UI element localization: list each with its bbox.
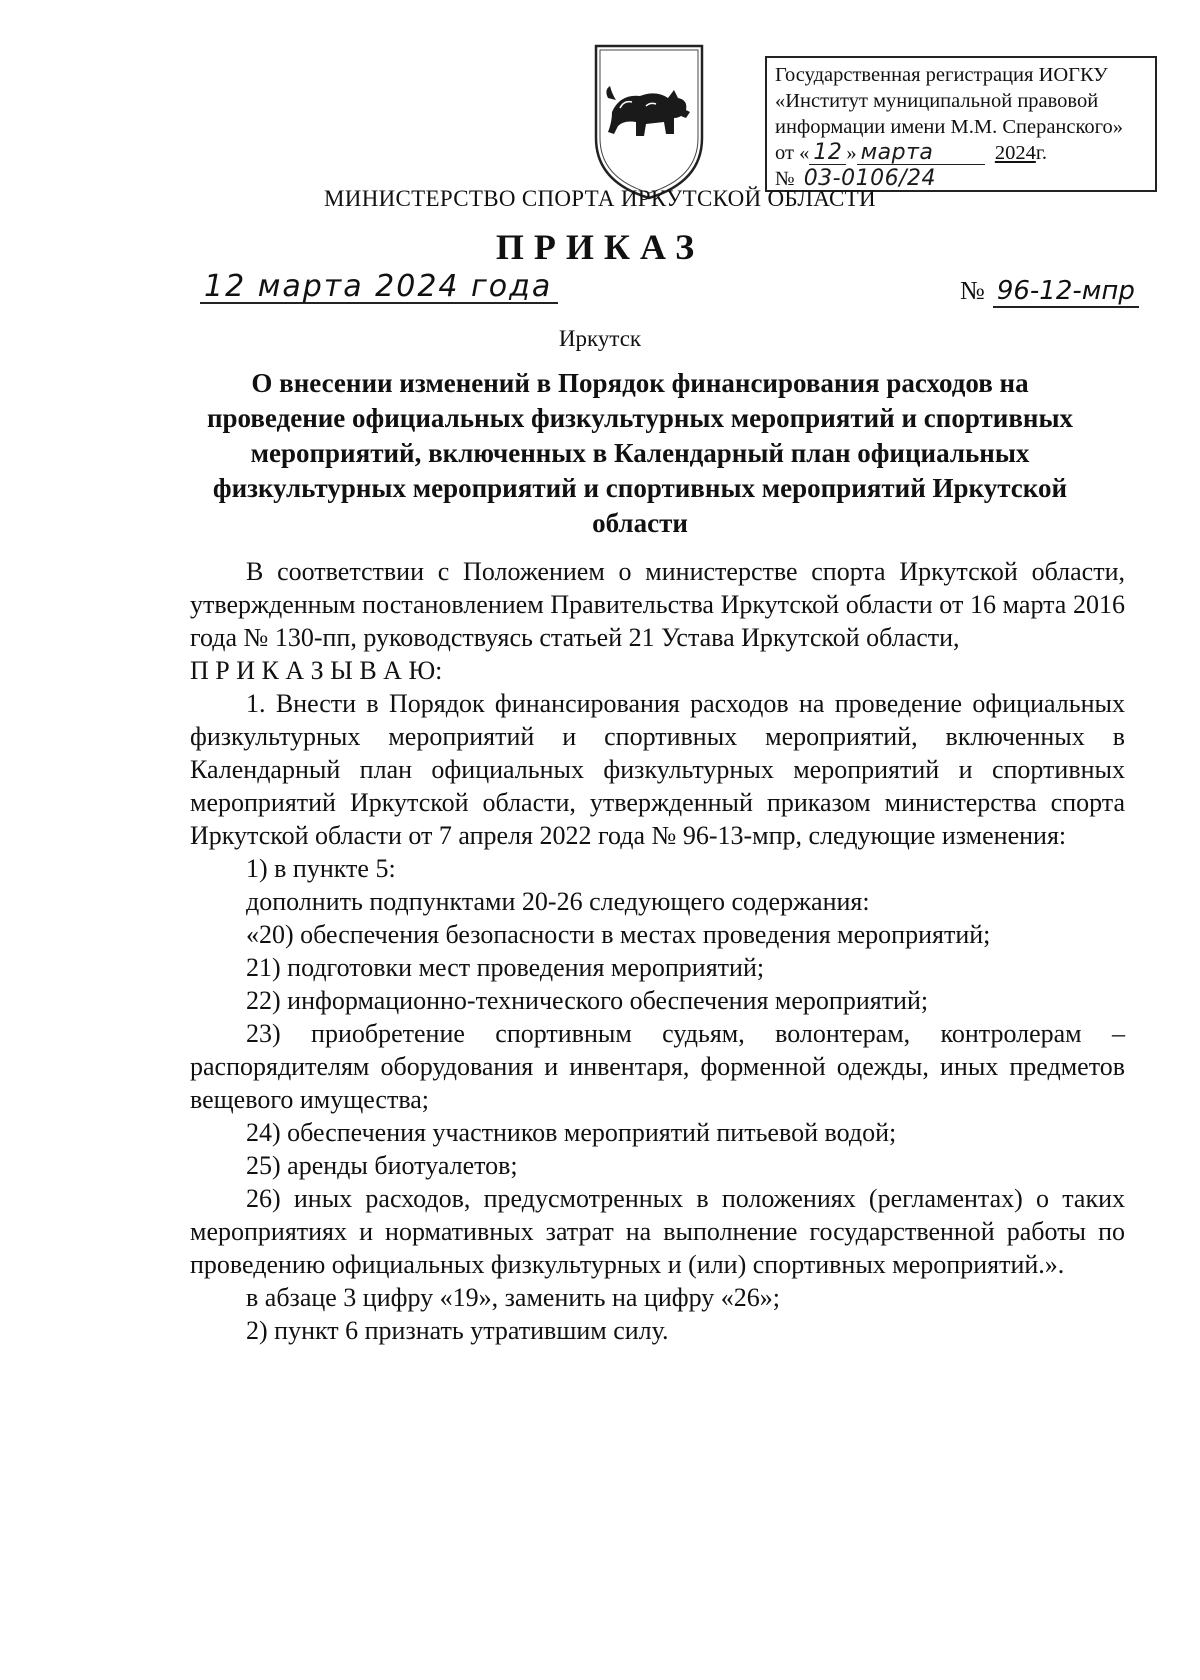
order-number-label: № — [960, 276, 985, 305]
title-line: области — [592, 508, 688, 538]
subitem-22: 22) информационно-технического обеспечения мероприятий; — [246, 986, 929, 1015]
registration-stamp-box — [765, 56, 1157, 192]
subitem-20: «20) обеспечения безопасности в местах проведения мероприятий; — [246, 920, 991, 949]
preamble-paragraph: В соответствии с Положением о министерстве спорта Иркутской области, утвержденным постановлением Правительства Иркутской области от 16 марта 2016 года № 130-пп, руководствуясь статьей 21 Устава Иркутской области, — [190, 557, 1125, 652]
registration-number-prefix: № — [775, 168, 795, 190]
order-date-handwritten: 12 марта 2024 года — [200, 272, 558, 304]
title-line: проведение официальных физкультурных мероприятий и спортивных — [206, 403, 1074, 433]
title-line: О внесении изменений в Порядок финансирования расходов на — [251, 368, 1029, 398]
registration-date-month: марта — [857, 142, 985, 165]
registration-date-day: 12 — [809, 142, 846, 165]
registration-line: Государственная регистрация ИОГКУ — [775, 64, 1108, 86]
paragraph-3-change: в абзаце 3 цифру «19», заменить на цифру «26»; — [246, 1283, 781, 1312]
document-title — [180, 366, 1100, 541]
item-1-2-paragraph: 2) пункт 6 признать утратившим силу. — [246, 1316, 669, 1345]
coat-of-arms-icon — [590, 42, 708, 202]
registration-date-line — [775, 140, 1147, 166]
document-body — [190, 555, 1125, 1347]
order-number-block — [960, 276, 1139, 306]
registration-line: «Институт муниципальной правовой — [775, 90, 1099, 112]
item-1-1-paragraph: 1) в пункте 5: — [246, 854, 396, 883]
subitem-23: 23) приобретение спортивным судьям, волонтерам, контролерам – распорядителям оборудования и инвентаря, форменной одежды, иных предметов вещевого имущества; — [190, 1019, 1125, 1114]
registration-date-prefix: от « — [775, 142, 810, 164]
registration-date-mid: » — [846, 142, 857, 164]
subitem-25: 25) аренды биотуалетов; — [246, 1151, 518, 1180]
order-word: П Р И К А З Ы В А Ю: — [190, 656, 443, 685]
ministry-name: МИНИСТЕРСТВО СПОРТА ИРКУТСКОЙ ОБЛАСТИ — [324, 186, 876, 211]
subitem-26: 26) иных расходов, предусмотренных в положениях (регламентах) о таких мероприятиях и нормативных затрат на выполнение государственной работы по проведению официальных физкультурных и (или) спортивных мероприятий.». — [190, 1184, 1125, 1279]
registration-date-suffix: г. — [1035, 142, 1048, 164]
item-1-1a-paragraph: дополнить подпунктами 20-26 следующего содержания: — [246, 887, 870, 916]
order-number-handwritten: 96-12-мпр — [993, 276, 1139, 308]
registration-number: 03-0106/24 — [800, 168, 988, 191]
item-1-paragraph: 1. Внести в Порядок финансирования расходов на проведение официальных физкультурных мероприятий и спортивных мероприятий, включенных в Календарный план официальных физкультурных мероприятий и спортивных мероприятий Иркутской области, утвержденный приказом министерства спорта Иркутской области от 7 апреля 2022 года № 96-13-мпр, следующие изменения: — [190, 689, 1125, 850]
registration-date-year: 2024 — [994, 142, 1036, 164]
subitem-24: 24) обеспечения участников мероприятий питьевой водой; — [246, 1118, 897, 1147]
registration-line: информации имени М.М. Сперанского» — [775, 116, 1124, 138]
subitem-21: 21) подготовки мест проведения мероприятий; — [246, 953, 765, 982]
city-name: Иркутск — [558, 326, 642, 351]
document-type-heading: ПРИКАЗ — [495, 227, 705, 267]
title-line: мероприятий, включенных в Календарный план официальных — [250, 438, 1030, 468]
title-line: физкультурных мероприятий и спортивных мероприятий Иркутской — [212, 473, 1068, 503]
